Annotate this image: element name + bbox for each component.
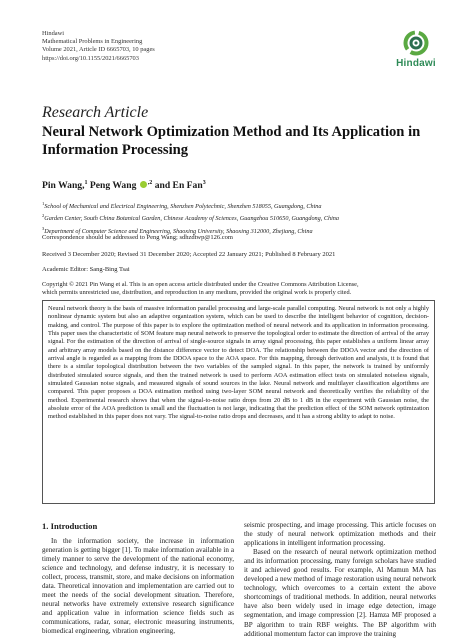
section-heading: 1. Introduction [42, 521, 98, 531]
affiliation-3: $^3$Department of Computer Science and Engineering, Shaoxing University, Shaoxing 312000, Zhejiang, China [42, 225, 313, 235]
author-2-affil: ,2 [147, 180, 153, 186]
intro-paragraph: seismic prospecting, and image processing. This article focuses on the study of neural network optimization methods and their applications in intelligent information processing. [244, 521, 436, 548]
affiliation-1: $^1$School of Mechanical and Electrical Engineering, Shenzhen Polytechnic, Shenzhen 518055, Guangdong, China [42, 201, 322, 211]
orcid-icon[interactable] [140, 181, 147, 188]
academic-editor: Academic Editor: Sang-Bing Tsai [42, 266, 130, 273]
author-1[interactable]: Pin Wang, [42, 180, 85, 192]
intro-left-column [42, 521, 234, 637]
author-3[interactable]: and En Fan [154, 180, 203, 192]
copyright-notice: Copyright © 2021 Pin Wang et al. This is an open access article distributed under the Creative Commons Attribution License, which permits unrestricted use, distribution, and reproduction in any medium, provided the original work is properly cited. [42, 281, 359, 297]
paper-title [42, 124, 434, 159]
author-2[interactable]: Peng Wang [89, 180, 137, 192]
publication-dates: Received 3 December 2020; Revised 31 December 2020; Accepted 22 January 2021; Published 8 February 2021 [42, 251, 336, 258]
publisher-name: Hindawi [42, 30, 65, 37]
logo-wordmark: Hindawi [396, 58, 436, 69]
volume-info: Volume 2021, Article ID 6665703, 10 pages [42, 46, 155, 54]
abstract: Neural network theory is the basis of massive information parallel processing and large-scale parallel computing. Neural network is not only a highly nonlinear dynamic system but also an adaptive organization system, which can be used to describe the intelligent behavior of cognition, decision-making, and control. The purpose of this paper is to explore the optimization method of neural network and its application in information processing. This paper uses the characteristic of SOM feature map neural network to preserve the topological order to estimate the direction of arrival of the array signal. For the estimation of the direction of arrival of single-source signals in array signal processing, this paper establishes a uniform linear array and arbitrary array models based on the distance difference vector to detect DOA. The relationship between the DDOA vector and the direction of arrival angle is regarded as a mapping from the DDOA space to the AOA space. For this mapping, through derivation and analysis, it is found that there is a similar topological distribution between the two variables of the sampled signal. In this paper, the network is trained by uniformly distributed simulated source signals, and then the trained network is used to perform AOA estimation effect tests on simulated noiseless signals, simulated Gaussian noise signals, and measured signals of sound sources in the lake. Neural network and multilayer classification algorithms are compared. This paper proposes a DOA estimation method using two-layer SOM neural network and theoretically verifies the reliability of the method. Experimental research shows that when the signal-to-noise ratio drops from 20 dB to 1 dB in the experiment with Gaussian noise, the absolute error of the AOA prediction is small and the fluctuation is not large, indicating that the prediction effect of the SOM network optimization method established in this paper does not vary. The signal-to-noise ratio drops and decreases, and it has a strong ability to adapt to noise. [42, 300, 435, 504]
author-list [42, 180, 206, 191]
intro-paragraph: Based on the research of neural network optimization method and its information processing, many foreign scholars have studied it and achieved good results. For example, Al Mamun MA has developed a new method of image restoration using neural network technology, which overcomes to a certain extent the above shortcomings of traditional methods. In addition, neural networks have also been widely used in image edge detection, image segmentation, and image compression [2]. Hamza MF proposed a BP algorithm to train RBF weights. The BP algorithm with additional momentum factor can improve the training [244, 548, 436, 638]
author-3-affil: 3 [202, 180, 206, 186]
journal-title: Mathematical Problems in Engineering [42, 38, 143, 46]
affiliations [42, 199, 339, 236]
doi-link[interactable]: https://doi.org/10.1155/2021/6665703 [42, 54, 139, 62]
title-line-2: Information Processing [42, 141, 189, 158]
title-line-1: Neural Network Optimization Method and Its Application in [42, 124, 421, 140]
intro-right-column [244, 521, 436, 639]
author-1-affil: 1 [84, 180, 88, 186]
article-type: Research Article [42, 104, 149, 121]
affiliation-2: $^2$Garden Center, South China Botanical Garden, Chinese Academy of Sciences, Guangzhou 510650, Guangdong, China [42, 213, 339, 223]
hindawi-logo [396, 30, 436, 72]
hindawi-logo-icon [403, 30, 429, 56]
journal-header [42, 30, 155, 63]
intro-paragraph: In the information society, the increase in information generation is getting bigger [1]. To make information available in a timely manner to serve the development of the national economy, science and technology, and defense industry, it is necessary to collect, process, transmit, store, and make decisions on information data. Theoretical innovation and implementation are carried out to meet the needs of the social development situation. Therefore, neural networks have extremely extensive research significance and application value in information science fields such as communications, radar, sonar, electronic measuring instruments, biomedical engineering, vibration engineering, [42, 537, 234, 636]
correspondence: Correspondence should be addressed to Peng Wang; sdhzdtwp@126.com [42, 234, 233, 241]
